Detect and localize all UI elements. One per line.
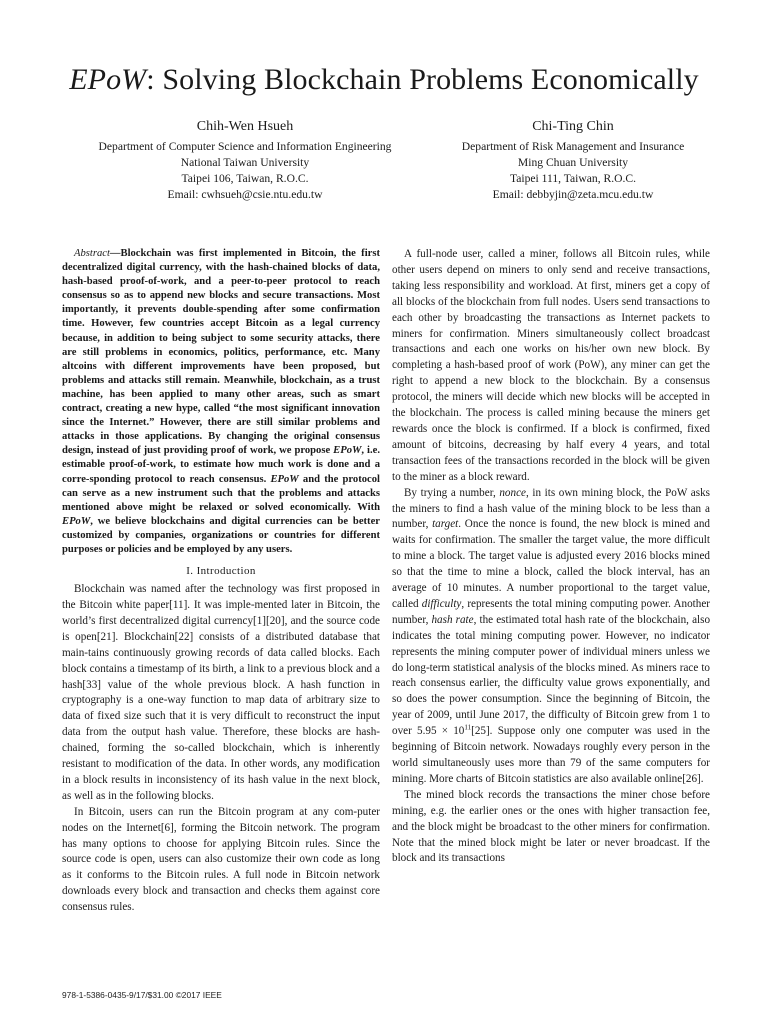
author-block-2 [388, 118, 758, 203]
abstract-em: EPoW [270, 473, 299, 485]
difficulty-number: 5.95 × 10 [417, 725, 465, 738]
paragraph-text: . Once the nonce is found, the new block is mined and waits for confirmation. The smaller the target value, the more difficult to mine a block. The target value is adjusted every 2016 blocks mined so that the time to mine a block, called the block interval, has an average of 10 minutes. A number proportional to the target value, called [392, 518, 710, 610]
paragraph-text: , represents the total mining computing power. Another number, [392, 597, 710, 626]
intro-paragraph-1: Blockchain was named after the technology was first proposed in the Bitcoin white paper[11]. It was imple-mented later in Bitcoin, the world’s first decentralized digital currency[1][20], and the source code is open[21]. Blockchain[22] consists of a distributed database that main-tains continuously growing records of data called blocks. Each block contains a timestamp of its birth, a link to a previous block and a hash[33] value of the whole previous block. A hash function in cryptography is a one-way function to map data of arbitrary size to data of fixed size such that it is very difficult to reconstruct the input data from the output hash value. Therefore, these blocks are hash-chained, forming the so-called blockchain, which is inherently resistant to modification of the data. In other words, any modification in a block results in inconsistency of its hash value in the next block, as well as in the following blocks. [62, 583, 380, 802]
abstract-text: —Blockchain was first implemented in Bitcoin, the first decentralized digital currency, with the hash-chained blocks of data, hash-based proof-of-work, and a peer-to-peer protocol to reach consensus so as to append new blocks and secure transactions. Most importantly, it prevents double-spending after some confirmation time. However, few countries accept Bitcoin as a legal currency because, in addition to being subject to some security attacks, there are still problems in economics, politics, performance, etc. Many altcoins with different improvements have been proposed, but problems and attacks still remain. Meanwhile, blockchain, as a trust machine, has been applied to many other areas, such as smart contract, creating a new hype, called “the most significant innovation since the Internet.” However, there are still similar problems and attacks in those applications. By changing the original consensus design, instead of just providing proof of work, we propose [62, 248, 380, 457]
right-column [392, 247, 710, 867]
term-difficulty: difficulty [421, 597, 462, 610]
author-university: National Taiwan University [180, 156, 310, 169]
difficulty-exponent: 11 [464, 723, 472, 732]
abstract [62, 247, 380, 557]
author-name: Chi-Ting Chin [532, 119, 614, 134]
author-name: Chih-Wen Hsueh [196, 119, 294, 134]
abstract-em: EPoW [62, 515, 91, 527]
copyright-footer: 978-1-5386-0435-9/17/$31.00 ©2017 IEEE [62, 990, 222, 1000]
author-email: Email: cwhsueh@csie.ntu.edu.tw [167, 188, 323, 201]
term-nonce: nonce [499, 486, 526, 499]
paper-title [0, 62, 768, 98]
abstract-text: , we believe blockchains and digital currencies can be better customized by companies, organizations or countries for different purposes or policies and be employed by any users. [62, 515, 380, 555]
author-department: Department of Computer Science and Information Engineering [98, 140, 392, 153]
abstract-em: EPoW [333, 445, 362, 457]
paragraph-text: , the estimated total hash rate of the blockchain, also indicates the total mining computing power. However, no indicator represents the mining computer power of individual miners unless we do long-term statistical analysis of the blocks mined. As miners race to reach consensus earlier, the difficulty value grows exponentially, and so does the power consumption. Since the beginning of Bitcoin, the year of 2009, until June 2017, the difficulty of Bitcoin grew from 1 to over [392, 613, 711, 738]
section-heading-introduction: I. Introduction [186, 565, 256, 578]
title-acronym: EPoW [69, 63, 147, 96]
author-university: Ming Chuan University [517, 156, 629, 169]
author-department: Department of Risk Management and Insurance [461, 140, 685, 153]
author-address: Taipei 106, Taiwan, R.O.C. [181, 172, 309, 185]
abstract-text: and the protocol can serve as a new instrument such that the problems and attacks mentioned above might be relaxed or solved economically. With [62, 473, 380, 513]
title-text: : Solving Blockchain Problems Economically [146, 63, 699, 96]
left-column [62, 247, 380, 916]
author-address: Taipei 111, Taiwan, R.O.C. [509, 172, 637, 185]
right-paragraph-3: The mined block records the transactions the miner chose before mining, e.g. the earlier ones or the ones with higher transaction fee, and the block might be broadcast to the other miners for confirmation. Note that the mined block might be later or never broadcast. If the block and its transactions [392, 788, 710, 865]
paragraph-text: , in its own mining block, the PoW asks the miners to find a hash value of the mining block to be less than a number, [392, 486, 710, 531]
author-email: Email: debbyjin@zeta.mcu.edu.tw [492, 188, 654, 201]
paragraph-text: [25]. Suppose only one computer was used in the beginning of Bitcoin network. Nowadays roughly every person in the world simultaneously uses more than 79 of the same computers for mining. More charts of Bitcoin statistics are also available online[26]. [392, 725, 710, 785]
author-block-1 [60, 118, 430, 203]
paragraph-text: By trying a number, [404, 486, 500, 499]
term-target: target [432, 518, 459, 531]
abstract-label: Abstract [74, 248, 110, 259]
abstract-text: , i.e. estimable proof-of-work, to estimate how much work is done and a corre-sponding protocol to reach consensus. [62, 445, 380, 485]
right-paragraph-2 [392, 486, 710, 788]
right-paragraph-1: A full-node user, called a miner, follows all Bitcoin rules, while other users depend on miners to only send and receive transactions, taking less responsibility and workload. At first, miners get a copy of all blocks of the blockchain from full nodes. Users send transactions to each other by broadcasting the transactions as Internet packets to miners for confirmation. Miners simultaneously collect broadcast transactions and each one works on his/her own new block. By completing a hash-based proof of work (PoW), any miner can get the right to append a new block to the blockchain. By a consensus protocol, the miners will decide which new blocks will be accepted in the blockchain. The process is called mining because the miners get rewards once the block is confirmed. If a block is confirmed, fixed amount of bitcoins, decreasing by half every 4 years, and total transaction fees of the transactions recorded in the block will be given to the miner as a block reward. [392, 248, 710, 483]
intro-paragraph-2: In Bitcoin, users can run the Bitcoin program at any com-puter nodes on the Internet[6], forming the Bitcoin network. The program has many options to choose for applying Bitcoin rules. Since the source code is open, users can also customize their own code as long as it conforms to the Bitcoin rules. A full node in Bitcoin network downloads every block and transaction and checks them against core consensus rules. [62, 805, 380, 914]
term-hash-rate: hash rate [431, 613, 474, 626]
